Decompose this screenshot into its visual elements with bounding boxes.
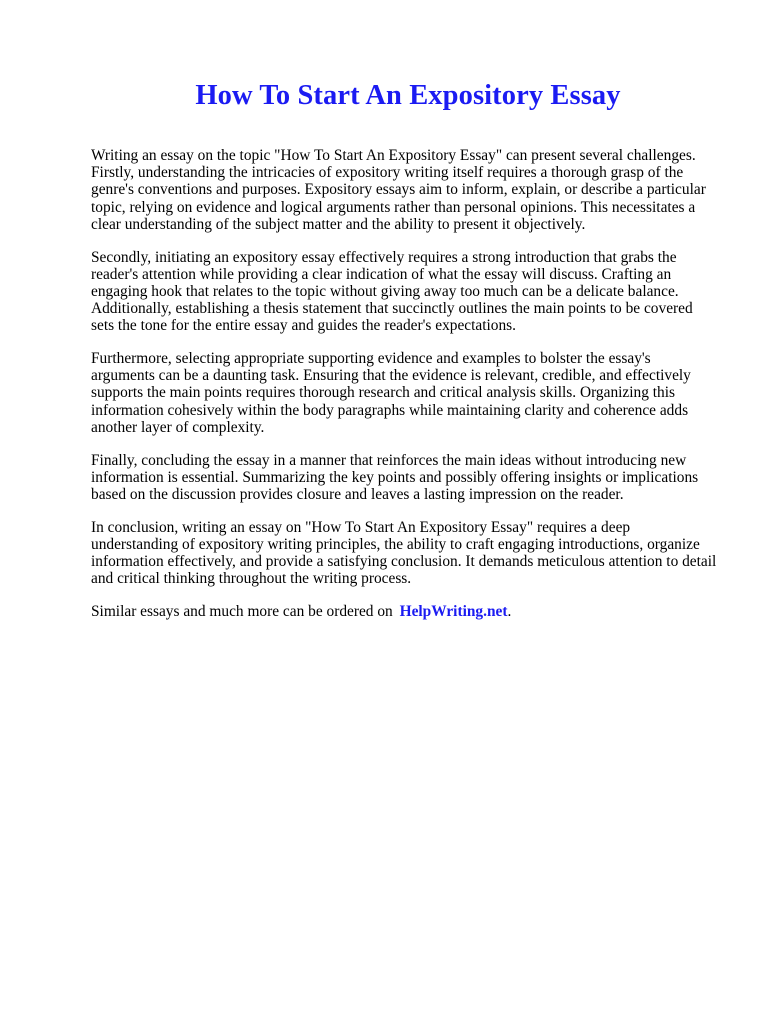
paragraph-line: based on the discussion provides closure and leaves a lasting impression on the reader. bbox=[91, 485, 624, 503]
paragraph-line: arguments can be a daunting task. Ensuring that the evidence is relevant, credible, and effectively bbox=[91, 367, 691, 385]
paragraph-line: In conclusion, writing an essay on "How To Start An Expository Essay" requires a deep bbox=[91, 518, 631, 536]
helpwriting-link[interactable]: HelpWriting.net bbox=[399, 602, 508, 620]
paragraph-line: Furthermore, selecting appropriate supporting evidence and examples to bolster the essay's bbox=[91, 350, 651, 368]
paragraph-line: Secondly, initiating an expository essay effectively requires a strong introduction that grabs the bbox=[91, 248, 677, 266]
paragraph-line: and critical thinking throughout the writing process. bbox=[91, 570, 412, 588]
paragraph-line: Finally, concluding the essay in a manner that reinforces the main ideas without introducing new bbox=[91, 451, 687, 469]
closing-period: . bbox=[507, 602, 512, 620]
paragraph-line: understanding of expository writing principles, the ability to craft engaging introductions, organize bbox=[91, 535, 700, 553]
paragraph-line: engaging hook that relates to the topic without giving away too much can be a delicate balance. bbox=[91, 282, 679, 300]
paragraph-3 bbox=[91, 350, 757, 436]
paragraph-line: clear understanding of the subject matter and the ability to present it objectively. bbox=[91, 215, 586, 233]
paragraph-line: another layer of complexity. bbox=[91, 418, 265, 436]
paragraph-line: information is essential. Summarizing the key points and possibly offering insights or implications bbox=[91, 468, 699, 486]
paragraph-5 bbox=[91, 519, 757, 588]
closing-line bbox=[91, 603, 757, 620]
paragraph-1 bbox=[91, 147, 757, 233]
paragraph-line: Additionally, establishing a thesis statement that succinctly outlines the main points to be covered bbox=[91, 300, 693, 318]
paragraph-line: Firstly, understanding the intricacies of expository writing itself requires a thorough grasp of the bbox=[91, 164, 684, 182]
paragraph-2 bbox=[91, 249, 757, 335]
paragraph-line: supports the main points requires thorough research and critical analysis skills. Organizing this bbox=[91, 384, 676, 402]
paragraph-4 bbox=[91, 452, 757, 504]
paragraph-line: reader's attention while providing a clear indication of what the essay will discuss. Crafting an bbox=[91, 265, 672, 283]
page-title: How To Start An Expository Essay bbox=[195, 80, 621, 111]
paragraph-line: information cohesively within the body paragraphs while maintaining clarity and coherence adds bbox=[91, 401, 689, 419]
paragraph-line: Writing an essay on the topic "How To Start An Expository Essay" can present several challenges. bbox=[91, 147, 696, 164]
paragraph-line: topic, relying on evidence and logical arguments rather than personal opinions. This necessitates a bbox=[91, 198, 696, 216]
paragraph-line: sets the tone for the entire essay and guides the reader's expectations. bbox=[91, 317, 517, 335]
paragraph-line: genre's conventions and purposes. Expository essays aim to inform, explain, or describe a particular bbox=[91, 181, 706, 199]
essay-body bbox=[91, 147, 757, 620]
closing-text: Similar essays and much more can be ordered on bbox=[91, 602, 393, 620]
paragraph-line: information effectively, and provide a satisfying conclusion. It demands meticulous attention to detail bbox=[91, 553, 717, 571]
